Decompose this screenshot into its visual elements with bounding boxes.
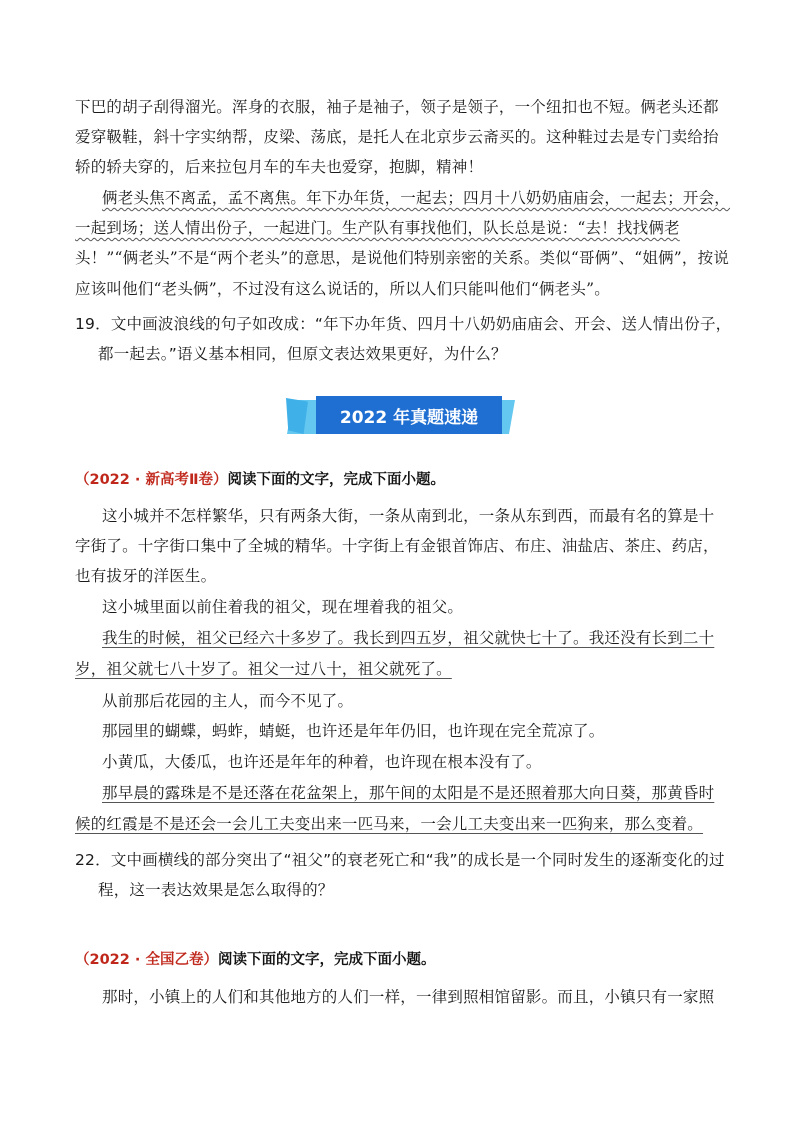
section-banner	[290, 396, 512, 436]
passage1-wavy-line: 一起到场；送人情出份子，一起进门。生产队有事找他们，队长总是说：“去！找找俩老	[75, 219, 680, 237]
passage1-line: 头！”“俩老头”不是“两个老头”的意思，是说他们特别亲密的关系。类似“哥俩”、“姐俩”，按说	[75, 249, 730, 267]
source-instruction: 阅读下面的文字，完成下面小题。	[227, 472, 446, 488]
source-heading-1	[75, 468, 445, 489]
question-19-line: 都一起去。”语义基本相同，但原文表达效果更好，为什么？	[98, 345, 507, 363]
question-19-line: 19．文中画波浪线的句子如改成：“年下办年货、四月十八奶奶庙庙会、开会、送人情出份子，	[75, 315, 732, 333]
question-22-line: 程，这一表达效果是怎么取得的？	[98, 881, 334, 899]
passage2-underlined-line: 候的红霞是不是还会一会儿工夫变出来一匹马来，一会儿工夫变出来一匹狗来，那么变着。	[75, 815, 704, 833]
passage1-line: 应该叫他们“老头俩”，不过没有这么说话的，所以人们只能叫他们“俩老头”。	[75, 280, 610, 298]
passage2-line: 字街了。十字街口集中了全城的精华。十字街上有金银首饰店、布庄、油盐店、茶庄、药店，	[75, 537, 719, 555]
passage2-line: 也有拔牙的洋医生。	[75, 567, 217, 585]
passage2-line: 小黄瓜，大倭瓜，也许还是年年的种着，也许现在根本没有了。	[102, 753, 542, 771]
source-heading-2	[75, 948, 435, 969]
passage2-line: 那园里的蝴蝶，蚂蚱，蜻蜓，也许还是年年仍旧，也许现在完全荒凉了。	[102, 722, 605, 740]
passage2-line: 从前那后花园的主人，而今不见了。	[102, 692, 354, 710]
passage1-line: 轿的轿夫穿的，后来拉包月车的车夫也爱穿，抱脚，精神！	[75, 158, 484, 176]
passage1-wavy-line: 俩老头焦不离孟，孟不离焦。年下办年货，一起去；四月十八奶奶庙庙会，一起去；开会，	[102, 189, 731, 207]
passage2-line: 这小城里面以前住着我的祖父，现在埋着我的祖父。	[102, 598, 464, 616]
passage2-line: 这小城并不怎样繁华，只有两条大街，一条从南到北，一条从东到西，而最有名的算是十	[102, 507, 715, 525]
source-instruction: 阅读下面的文字，完成下面小题。	[217, 952, 436, 968]
passage2-underlined-line: 岁，祖父就七八十岁了。祖父一过八十，祖父就死了。	[75, 660, 452, 678]
passage3-line: 那时，小镇上的人们和其他地方的人们一样，一律到照相馆留影。而且，小镇只有一家照	[102, 988, 715, 1006]
question-22-line: 22．文中画横线的部分突出了“祖父”的衰老死亡和“我”的成长是一个同时发生的逐渐变化的过	[75, 851, 725, 869]
banner-title: 2022 年真题速递	[316, 396, 502, 434]
source-tag: （2022 · 全国乙卷）	[75, 952, 218, 968]
passage1-line: 下巴的胡子刮得溜光。浑身的衣服，袖子是袖子，领子是领子，一个纽扣也不短。俩老头还都	[75, 98, 719, 116]
passage2-underlined-line: 我生的时候，祖父已经六十多岁了。我长到四五岁，祖父就快七十了。我还没有长到二十	[102, 629, 715, 647]
passage1-line: 爱穿靸鞋，斜十字实纳帮，皮梁、荡底，是托人在北京步云斋买的。这种鞋过去是专门卖给抬	[75, 128, 719, 146]
source-tag: （2022 · 新高考Ⅱ卷）	[75, 472, 228, 488]
passage2-underlined-line: 那早晨的露珠是不是还落在花盆架上，那午间的太阳是不是还照着那大向日葵，那黄昏时	[102, 784, 715, 802]
